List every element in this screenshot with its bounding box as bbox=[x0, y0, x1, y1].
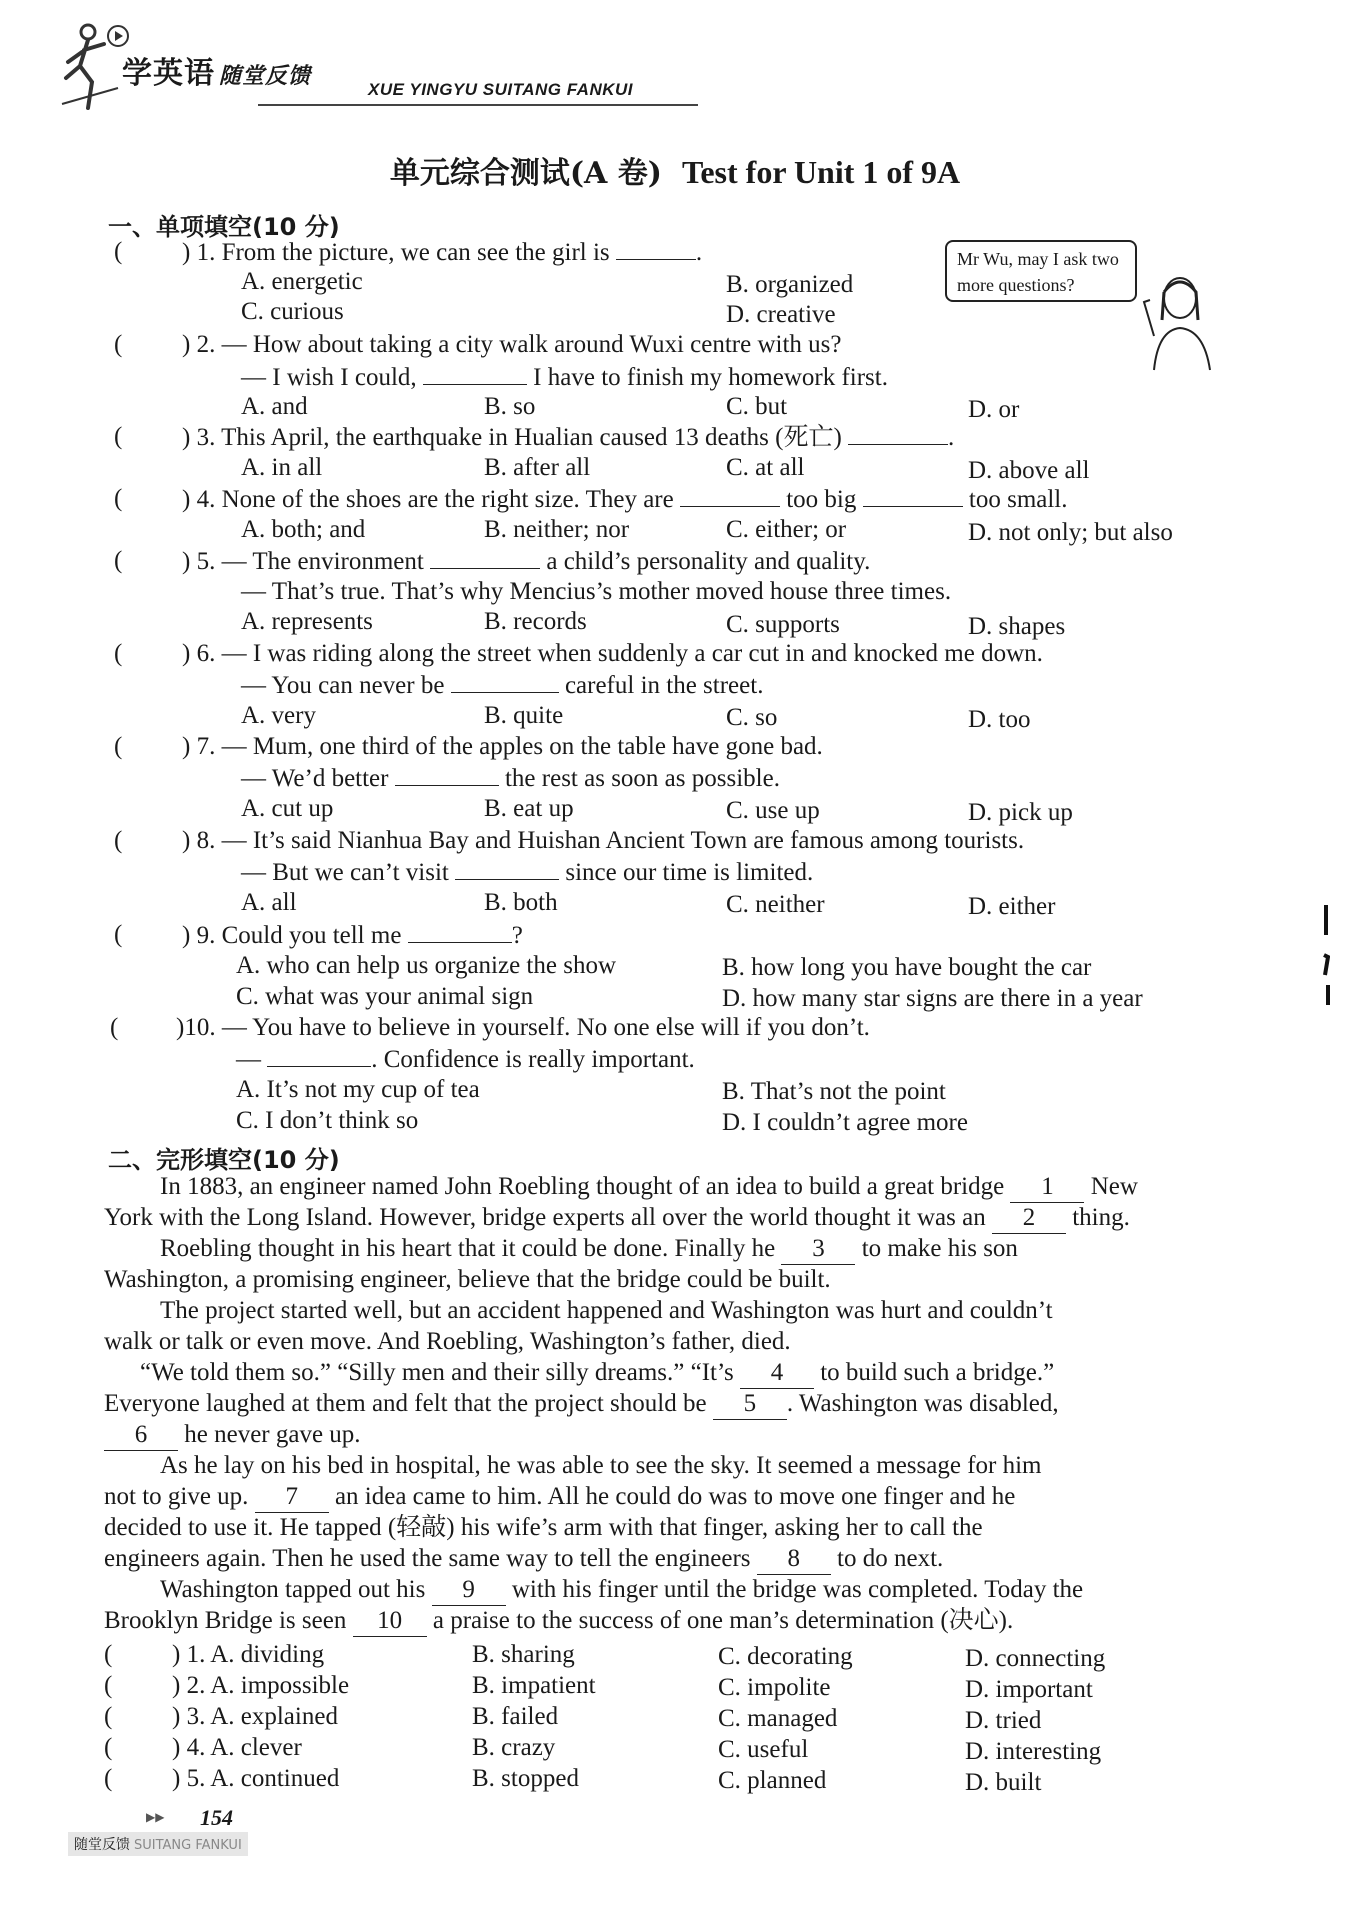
page-number: 154 bbox=[200, 1805, 233, 1830]
header-title-cn: 学英语 bbox=[122, 56, 215, 91]
question-10-line-1: )10. — You have to believe in yourself. No one else will if you don’t. bbox=[176, 1014, 870, 1041]
question-1-option-a: A. energetic bbox=[241, 268, 363, 295]
girl-illustration-icon bbox=[1132, 272, 1222, 372]
question-7-line-2: — We’d better the rest as soon as possible. bbox=[241, 765, 780, 792]
question-4-stem: ) 4. None of the shoes are the right size. They are too big too small. bbox=[182, 486, 1068, 513]
answer-paren: ( bbox=[104, 1734, 113, 1761]
answer-paren: ( bbox=[114, 238, 123, 265]
question-6-option-a: A. very bbox=[241, 702, 316, 729]
cloze-line: The project started well, but an accident happened and Washington was hurt and couldn’t bbox=[160, 1297, 1053, 1324]
question-5-line-1: ) 5. — The environment a child’s personality and quality. bbox=[182, 548, 871, 575]
speech-bubble: Mr Wu, may I ask two more questions? bbox=[945, 240, 1137, 302]
question-2-line-2: — I wish I could, I have to finish my homework first. bbox=[241, 364, 888, 391]
header-underline bbox=[258, 104, 698, 106]
cloze-line: Washington tapped out his 9 with his finger until the bridge was completed. Today the bbox=[160, 1575, 1083, 1606]
cloze-option-d: D. tried bbox=[965, 1707, 1042, 1734]
cloze-blank[interactable]: 4 bbox=[740, 1358, 814, 1389]
page-title bbox=[0, 148, 1350, 192]
question-2-option-d: D. or bbox=[968, 396, 1020, 423]
cloze-blank[interactable]: 6 bbox=[104, 1420, 178, 1451]
cloze-option-c: C. planned bbox=[718, 1767, 827, 1794]
cloze-option-row: ) 1. A. dividing bbox=[172, 1641, 325, 1668]
answer-paren: ( bbox=[104, 1703, 113, 1730]
section2-heading: 二、完形填空(10 分) bbox=[108, 1146, 340, 1174]
answer-paren: ( bbox=[104, 1765, 113, 1792]
question-9-stem: ) 9. Could you tell me ? bbox=[182, 922, 523, 949]
cloze-line: 6 he never gave up. bbox=[104, 1420, 361, 1451]
question-4-option-d: D. not only; but also bbox=[968, 519, 1173, 546]
cloze-option-row: ) 4. A. clever bbox=[172, 1734, 302, 1761]
cloze-line: Roebling thought in his heart that it could be done. Finally he 3 to make his son bbox=[160, 1234, 1018, 1265]
question-5-option-b: B. records bbox=[484, 608, 587, 635]
question-4-option-b: B. neither; nor bbox=[484, 516, 630, 543]
question-6-option-d: D. too bbox=[968, 706, 1031, 733]
question-5-option-c: C. supports bbox=[726, 611, 840, 638]
question-2-option-c: C. but bbox=[726, 393, 788, 420]
question-8-option-c: C. neither bbox=[726, 891, 825, 918]
question-5-line-2: — That’s true. That’s why Mencius’s mother moved house three times. bbox=[241, 578, 952, 605]
answer-blank[interactable] bbox=[430, 546, 540, 569]
question-5-option-d: D. shapes bbox=[968, 613, 1066, 640]
answer-blank[interactable] bbox=[408, 920, 512, 943]
cloze-option-b: B. impatient bbox=[472, 1672, 596, 1699]
cloze-option-b: B. stopped bbox=[472, 1765, 579, 1792]
answer-blank[interactable] bbox=[616, 237, 696, 260]
cloze-line: Everyone laughed at them and felt that the project should be 5 . Washington was disabled, bbox=[104, 1389, 1059, 1420]
cloze-line: walk or talk or even move. And Roebling, Washington’s father, died. bbox=[104, 1328, 791, 1355]
answer-blank[interactable] bbox=[848, 422, 948, 445]
answer-paren: ( bbox=[110, 1014, 119, 1041]
question-2-line-1: ) 2. — How about taking a city walk around Wuxi centre with us? bbox=[182, 331, 842, 358]
question-9-option-b: B. how long you have bought the car bbox=[722, 954, 1092, 981]
answer-paren: ( bbox=[114, 423, 123, 450]
answer-paren: ( bbox=[114, 827, 123, 854]
question-10-option-d: D. I couldn’t agree more bbox=[722, 1109, 968, 1136]
answer-paren: ( bbox=[104, 1672, 113, 1699]
question-10-option-b: B. That’s not the point bbox=[722, 1078, 946, 1105]
cloze-option-row: ) 5. A. continued bbox=[172, 1765, 340, 1792]
question-9-option-c: C. what was your animal sign bbox=[236, 983, 534, 1010]
question-4-option-a: A. both; and bbox=[241, 516, 366, 543]
question-8-option-d: D. either bbox=[968, 893, 1056, 920]
question-6-option-c: C. so bbox=[726, 704, 778, 731]
question-8-line-1: ) 8. — It’s said Nianhua Bay and Huishan Ancient Town are famous among tourists. bbox=[182, 827, 1025, 854]
question-10-option-a: A. It’s not my cup of tea bbox=[236, 1076, 480, 1103]
cloze-blank[interactable]: 3 bbox=[781, 1234, 855, 1265]
cloze-option-b: B. failed bbox=[472, 1703, 559, 1730]
header-pinyin: XUE YINGYU SUITANG FANKUI bbox=[368, 80, 634, 99]
answer-blank[interactable] bbox=[267, 1044, 371, 1067]
margin-mark-icon bbox=[1322, 905, 1330, 1005]
question-1-option-d: D. creative bbox=[726, 301, 836, 328]
cloze-option-d: D. connecting bbox=[965, 1645, 1106, 1672]
question-10-line-2: — . Confidence is really important. bbox=[236, 1046, 695, 1073]
question-8-option-b: B. both bbox=[484, 889, 558, 916]
question-3-option-c: C. at all bbox=[726, 454, 805, 481]
question-3-option-d: D. above all bbox=[968, 457, 1090, 484]
cloze-line: York with the Long Island. However, bridge experts all over the world thought it was an 2 thing. bbox=[104, 1203, 1130, 1234]
page-title-cn: 单元综合测试(A 卷) bbox=[389, 156, 662, 191]
question-7-option-d: D. pick up bbox=[968, 799, 1073, 826]
cloze-line: Brooklyn Bridge is seen 10 a praise to the success of one man’s determination (决心). bbox=[104, 1606, 1013, 1637]
cloze-blank[interactable]: 5 bbox=[713, 1389, 787, 1420]
question-8-line-2: — But we can’t visit since our time is limited. bbox=[241, 859, 814, 886]
answer-blank[interactable] bbox=[423, 362, 527, 385]
cloze-blank[interactable]: 7 bbox=[255, 1482, 329, 1513]
section1-heading: 一、单项填空(10 分) bbox=[108, 213, 340, 241]
cloze-blank[interactable]: 8 bbox=[757, 1544, 831, 1575]
question-3-stem: ) 3. This April, the earthquake in Hualian caused 13 deaths (死亡) . bbox=[182, 424, 955, 451]
cloze-option-d: D. built bbox=[965, 1769, 1042, 1796]
answer-blank[interactable] bbox=[395, 763, 499, 786]
answer-paren: ( bbox=[114, 921, 123, 948]
cloze-blank[interactable]: 9 bbox=[432, 1575, 506, 1606]
cloze-line: As he lay on his bed in hospital, he was able to see the sky. It seemed a message for him bbox=[160, 1452, 1042, 1479]
cloze-option-d: D. important bbox=[965, 1676, 1093, 1703]
cloze-option-c: C. impolite bbox=[718, 1674, 831, 1701]
question-2-option-a: A. and bbox=[241, 393, 308, 420]
header-brand bbox=[122, 48, 311, 92]
page-arrow-icon: ▶▶ bbox=[146, 1810, 165, 1824]
cloze-option-row: ) 3. A. explained bbox=[172, 1703, 338, 1730]
answer-blank[interactable] bbox=[455, 857, 559, 880]
footer-tag: 随堂反馈 SUITANG FANKUI bbox=[68, 1832, 248, 1856]
cloze-option-c: C. managed bbox=[718, 1705, 838, 1732]
cloze-line: engineers again. Then he used the same way to tell the engineers 8 to do next. bbox=[104, 1544, 943, 1575]
question-9-option-d: D. how many star signs are there in a year bbox=[722, 985, 1143, 1012]
answer-blank[interactable] bbox=[680, 484, 780, 507]
play-icon bbox=[106, 24, 130, 48]
cloze-option-c: C. decorating bbox=[718, 1643, 853, 1670]
question-2-option-b: B. so bbox=[484, 393, 536, 420]
header-title-cn2: 随堂反馈 bbox=[219, 64, 312, 89]
question-1-stem: ) 1. From the picture, we can see the girl is . bbox=[182, 239, 703, 266]
answer-blank[interactable] bbox=[863, 484, 963, 507]
page-header bbox=[58, 18, 658, 118]
cloze-option-c: C. useful bbox=[718, 1736, 809, 1763]
question-6-line-1: ) 6. — I was riding along the street when suddenly a car cut in and knocked me down. bbox=[182, 640, 1043, 667]
question-8-option-a: A. all bbox=[241, 889, 297, 916]
question-7-option-a: A. cut up bbox=[241, 795, 334, 822]
question-9-option-a: A. who can help us organize the show bbox=[236, 952, 617, 979]
page-title-en: Test for Unit 1 of 9A bbox=[681, 154, 961, 190]
question-6-line-2: — You can never be careful in the street. bbox=[241, 672, 764, 699]
cloze-blank[interactable]: 10 bbox=[353, 1606, 427, 1637]
question-7-option-c: C. use up bbox=[726, 797, 820, 824]
question-3-option-a: A. in all bbox=[241, 454, 323, 481]
cloze-option-b: B. crazy bbox=[472, 1734, 556, 1761]
cloze-option-d: D. interesting bbox=[965, 1738, 1102, 1765]
answer-paren: ( bbox=[104, 1641, 113, 1668]
answer-paren: ( bbox=[114, 640, 123, 667]
cloze-blank[interactable]: 1 bbox=[1010, 1172, 1084, 1203]
question-6-option-b: B. quite bbox=[484, 702, 564, 729]
cloze-line: not to give up. 7 an idea came to him. All he could do was to move one finger and he bbox=[104, 1482, 1015, 1513]
cloze-line: Washington, a promising engineer, believe that the bridge could be built. bbox=[104, 1266, 831, 1293]
question-10-option-c: C. I don’t think so bbox=[236, 1107, 419, 1134]
question-1-option-b: B. organized bbox=[726, 271, 854, 298]
question-5-option-a: A. represents bbox=[241, 608, 373, 635]
question-1-option-c: C. curious bbox=[241, 298, 344, 325]
cloze-option-b: B. sharing bbox=[472, 1641, 575, 1668]
question-7-line-1: ) 7. — Mum, one third of the apples on the table have gone bad. bbox=[182, 733, 823, 760]
answer-paren: ( bbox=[114, 733, 123, 760]
answer-paren: ( bbox=[114, 547, 123, 574]
answer-paren: ( bbox=[114, 331, 123, 358]
answer-paren: ( bbox=[114, 485, 123, 512]
question-7-option-b: B. eat up bbox=[484, 795, 574, 822]
cloze-line: In 1883, an engineer named John Roebling thought of an idea to build a great bridge 1 New bbox=[160, 1172, 1138, 1203]
question-3-option-b: B. after all bbox=[484, 454, 591, 481]
cloze-line: decided to use it. He tapped (轻敲) his wife’s arm with that finger, asking her to call the bbox=[104, 1514, 983, 1541]
question-4-option-c: C. either; or bbox=[726, 516, 847, 543]
cloze-option-row: ) 2. A. impossible bbox=[172, 1672, 350, 1699]
cloze-blank[interactable]: 2 bbox=[992, 1203, 1066, 1234]
cloze-line: “We told them so.” “Silly men and their silly dreams.” “It’s 4 to build such a bridge.” bbox=[140, 1358, 1054, 1389]
answer-blank[interactable] bbox=[451, 670, 559, 693]
